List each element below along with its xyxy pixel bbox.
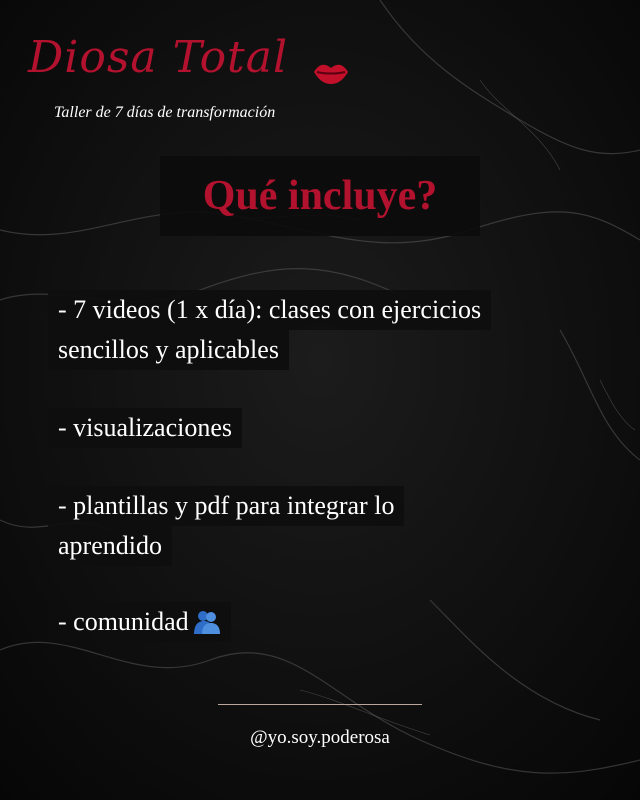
list-item-line: sencillos y aplicables xyxy=(48,330,289,370)
list-item-text: - comunidad xyxy=(58,607,189,636)
list-item xyxy=(48,408,242,448)
people-hugging-icon xyxy=(193,610,221,634)
list-item-line: aprendido xyxy=(48,526,172,566)
list-item-line: - plantillas y pdf para integrar lo xyxy=(48,486,404,526)
footer-divider xyxy=(218,704,422,705)
list-item xyxy=(48,486,404,566)
list-item-line xyxy=(48,602,231,642)
list-item xyxy=(48,290,491,370)
brand-title: Diosa Total xyxy=(28,32,289,83)
list-item-line: - 7 videos (1 x día): clases con ejercicios xyxy=(48,290,491,330)
social-handle: @yo.soy.poderosa xyxy=(250,727,390,748)
section-heading: Qué incluye? xyxy=(202,173,438,219)
list-item xyxy=(48,602,231,642)
lips-icon xyxy=(312,58,350,86)
heading-box xyxy=(160,156,480,236)
brand-subtitle: Taller de 7 días de transformación xyxy=(54,104,276,121)
list-item-line: - visualizaciones xyxy=(48,408,242,448)
